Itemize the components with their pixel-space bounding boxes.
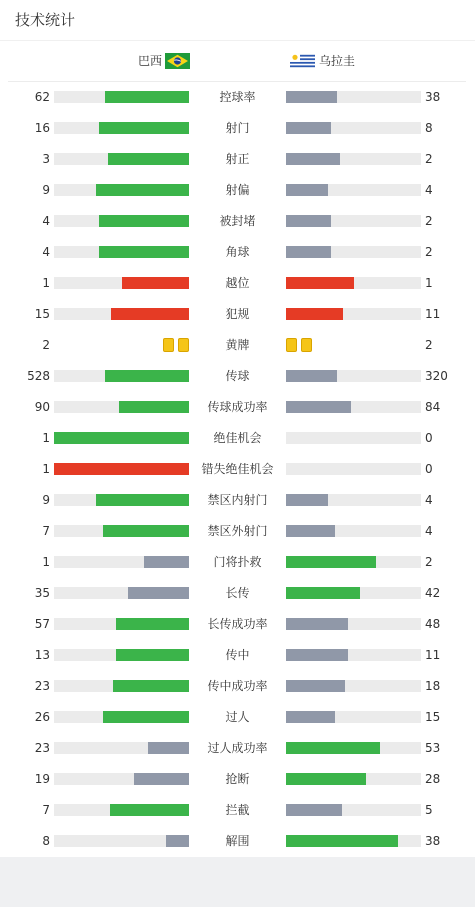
home-bar-track xyxy=(54,804,189,816)
stat-row xyxy=(0,121,475,135)
home-bar-track xyxy=(54,680,189,692)
home-value: 57 xyxy=(34,617,50,631)
home-value: 1 xyxy=(42,431,50,445)
stat-row xyxy=(0,245,475,259)
stat-row xyxy=(0,648,475,662)
stat-row xyxy=(0,462,475,476)
home-bar-track xyxy=(54,618,189,630)
stat-row xyxy=(0,803,475,817)
stat-row xyxy=(0,586,475,600)
away-value: 38 xyxy=(425,834,441,848)
stat-label: 传球成功率 xyxy=(207,400,268,414)
home-bar-fill xyxy=(105,91,189,103)
stat-row xyxy=(0,679,475,693)
home-bar-fill xyxy=(103,525,189,537)
stat-label: 错失绝佳机会 xyxy=(201,462,274,476)
home-bar-fill xyxy=(134,773,189,785)
away-bar-track xyxy=(286,556,421,568)
away-value: 4 xyxy=(425,524,433,538)
away-bar-fill xyxy=(286,525,335,537)
home-bar-fill xyxy=(96,494,189,506)
away-value: 18 xyxy=(425,679,441,693)
yellow-card-icon xyxy=(163,338,174,352)
away-bar-fill xyxy=(286,122,331,134)
stat-label: 传球 xyxy=(225,369,250,383)
home-bar-fill xyxy=(105,370,189,382)
home-bar-track xyxy=(54,556,189,568)
home-bar-fill xyxy=(119,401,189,413)
home-bar-fill xyxy=(113,680,189,692)
away-bar-fill xyxy=(286,835,398,847)
away-bar-fill xyxy=(286,587,360,599)
stat-label: 传中 xyxy=(225,648,250,662)
stat-label: 门将扑救 xyxy=(213,555,262,569)
stat-row xyxy=(0,772,475,786)
away-value: 28 xyxy=(425,772,441,786)
home-value: 9 xyxy=(42,493,50,507)
home-value: 4 xyxy=(42,214,50,228)
stat-label: 长传 xyxy=(225,586,250,600)
home-bar-track xyxy=(54,742,189,754)
away-bar-fill xyxy=(286,370,337,382)
home-value: 13 xyxy=(34,648,50,662)
away-bar-track xyxy=(286,680,421,692)
home-bar-track xyxy=(54,184,189,196)
stat-row xyxy=(0,431,475,445)
home-value: 23 xyxy=(34,741,50,755)
away-value: 0 xyxy=(425,431,433,445)
away-bar-fill xyxy=(286,153,340,165)
away-bar-track xyxy=(286,184,421,196)
stat-label: 被封堵 xyxy=(219,214,256,228)
stat-label: 黄牌 xyxy=(225,338,250,352)
away-value: 0 xyxy=(425,462,433,476)
home-bar-track xyxy=(54,525,189,537)
page-title: 技术统计 xyxy=(15,11,76,29)
away-value: 2 xyxy=(425,152,433,166)
stat-label: 抢断 xyxy=(225,772,250,786)
home-value: 1 xyxy=(42,462,50,476)
away-bar-track xyxy=(286,370,421,382)
home-bar-fill xyxy=(96,184,189,196)
home-value: 7 xyxy=(42,803,50,817)
away-bar-fill xyxy=(286,773,366,785)
away-bar-fill xyxy=(286,308,343,320)
home-bar-fill xyxy=(148,742,189,754)
away-bar-track xyxy=(286,711,421,723)
away-value: 8 xyxy=(425,121,433,135)
away-value: 38 xyxy=(425,90,441,104)
stat-label: 过人 xyxy=(225,710,250,724)
home-bar-fill xyxy=(144,556,189,568)
away-bar-track xyxy=(286,122,421,134)
home-bar-fill xyxy=(122,277,190,289)
home-bar-track xyxy=(54,463,189,475)
away-bar-fill xyxy=(286,742,380,754)
home-bar-track xyxy=(54,773,189,785)
home-bar-track xyxy=(54,587,189,599)
away-value: 4 xyxy=(425,183,433,197)
away-value: 2 xyxy=(425,245,433,259)
stat-label: 射门 xyxy=(225,121,250,135)
home-value: 19 xyxy=(34,772,50,786)
away-value: 11 xyxy=(425,648,441,662)
stat-label: 射偏 xyxy=(225,183,250,197)
away-yellow-cards xyxy=(286,338,312,352)
home-team xyxy=(138,52,190,70)
home-bar-track xyxy=(54,122,189,134)
title-divider xyxy=(0,40,475,41)
stat-label: 过人成功率 xyxy=(207,741,268,755)
away-bar-track xyxy=(286,494,421,506)
home-bar-track xyxy=(54,277,189,289)
away-bar-track xyxy=(286,91,421,103)
home-bar-fill xyxy=(99,246,189,258)
yellow-card-icon xyxy=(178,338,189,352)
away-value: 2 xyxy=(425,214,433,228)
home-value: 3 xyxy=(42,152,50,166)
away-value: 48 xyxy=(425,617,441,631)
stat-label: 射正 xyxy=(225,152,250,166)
home-bar-track xyxy=(54,835,189,847)
home-bar-track xyxy=(54,215,189,227)
stat-label: 拦截 xyxy=(225,803,250,817)
away-bar-track xyxy=(286,525,421,537)
home-value: 7 xyxy=(42,524,50,538)
home-value: 8 xyxy=(42,834,50,848)
home-value: 15 xyxy=(34,307,50,321)
away-value: 11 xyxy=(425,307,441,321)
brazil-flag-icon xyxy=(165,53,190,69)
home-bar-track xyxy=(54,370,189,382)
home-bar-track xyxy=(54,401,189,413)
away-value: 84 xyxy=(425,400,441,414)
away-bar-track xyxy=(286,246,421,258)
away-bar-fill xyxy=(286,215,331,227)
stat-row xyxy=(0,276,475,290)
stat-label: 角球 xyxy=(225,245,250,259)
away-bar-track xyxy=(286,463,421,475)
stat-row xyxy=(0,493,475,507)
away-value: 2 xyxy=(425,555,433,569)
stat-row xyxy=(0,617,475,631)
home-value: 9 xyxy=(42,183,50,197)
home-yellow-cards xyxy=(163,338,189,352)
stat-label: 解围 xyxy=(225,834,250,848)
home-bar-fill xyxy=(110,804,189,816)
header-divider xyxy=(8,81,466,82)
home-bar-fill xyxy=(99,122,189,134)
away-value: 42 xyxy=(425,586,441,600)
away-bar-track xyxy=(286,773,421,785)
home-bar-fill xyxy=(166,835,189,847)
home-bar-fill xyxy=(116,649,189,661)
away-bar-fill xyxy=(286,711,335,723)
away-bar-fill xyxy=(286,401,351,413)
stat-row xyxy=(0,90,475,104)
stat-label: 绝佳机会 xyxy=(213,431,262,445)
away-bar-fill xyxy=(286,91,337,103)
home-bar-track xyxy=(54,153,189,165)
away-bar-fill xyxy=(286,184,328,196)
away-bar-fill xyxy=(286,246,331,258)
stat-label: 犯规 xyxy=(225,307,250,321)
away-bar-fill xyxy=(286,556,376,568)
away-bar-track xyxy=(286,835,421,847)
away-bar-fill xyxy=(286,618,348,630)
home-bar-fill xyxy=(54,432,189,444)
stat-row xyxy=(0,152,475,166)
home-bar-track xyxy=(54,649,189,661)
home-bar-fill xyxy=(54,463,189,475)
away-bar-fill xyxy=(286,277,354,289)
home-bar-fill xyxy=(108,153,189,165)
home-bar-fill xyxy=(116,618,189,630)
away-bar-track xyxy=(286,277,421,289)
home-bar-track xyxy=(54,308,189,320)
home-bar-fill xyxy=(103,711,189,723)
stat-label: 传中成功率 xyxy=(207,679,268,693)
stat-row xyxy=(0,338,475,352)
stat-row xyxy=(0,555,475,569)
stat-label: 越位 xyxy=(225,276,250,290)
stat-label: 禁区外射门 xyxy=(207,524,268,538)
stat-row xyxy=(0,369,475,383)
away-value: 53 xyxy=(425,741,441,755)
uruguay-flag-icon xyxy=(290,53,315,69)
home-value: 528 xyxy=(27,369,50,383)
home-bar-track xyxy=(54,246,189,258)
stat-row xyxy=(0,307,475,321)
home-bar-fill xyxy=(128,587,189,599)
home-value: 26 xyxy=(34,710,50,724)
stat-label: 禁区内射门 xyxy=(207,493,268,507)
home-value: 16 xyxy=(34,121,50,135)
away-value: 1 xyxy=(425,276,433,290)
yellow-card-icon xyxy=(301,338,312,352)
home-bar-track xyxy=(54,494,189,506)
away-bar-fill xyxy=(286,680,345,692)
stat-row xyxy=(0,741,475,755)
stat-row xyxy=(0,183,475,197)
away-bar-track xyxy=(286,215,421,227)
away-bar-fill xyxy=(286,494,328,506)
yellow-card-icon xyxy=(286,338,297,352)
stat-label: 控球率 xyxy=(219,90,256,104)
away-value: 15 xyxy=(425,710,441,724)
stat-row xyxy=(0,710,475,724)
stat-row xyxy=(0,524,475,538)
away-value: 5 xyxy=(425,803,433,817)
stat-row xyxy=(0,834,475,848)
home-value: 90 xyxy=(34,400,50,414)
away-bar-track xyxy=(286,618,421,630)
home-bar-track xyxy=(54,91,189,103)
away-bar-fill xyxy=(286,804,342,816)
stat-label: 长传成功率 xyxy=(207,617,268,631)
away-bar-fill xyxy=(286,649,348,661)
away-bar-track xyxy=(286,587,421,599)
away-bar-track xyxy=(286,308,421,320)
away-team-name: 乌拉圭 xyxy=(319,54,356,68)
away-team xyxy=(290,52,355,70)
home-bar-fill xyxy=(99,215,189,227)
home-value: 2 xyxy=(42,338,50,352)
home-value: 1 xyxy=(42,555,50,569)
away-value: 4 xyxy=(425,493,433,507)
away-bar-track xyxy=(286,401,421,413)
away-bar-track xyxy=(286,804,421,816)
home-bar-track xyxy=(54,432,189,444)
home-value: 35 xyxy=(34,586,50,600)
away-bar-track xyxy=(286,742,421,754)
stat-row xyxy=(0,400,475,414)
stat-row xyxy=(0,214,475,228)
away-value: 2 xyxy=(425,338,433,352)
home-value: 23 xyxy=(34,679,50,693)
home-bar-track xyxy=(54,711,189,723)
away-value: 320 xyxy=(425,369,448,383)
home-value: 1 xyxy=(42,276,50,290)
away-bar-track xyxy=(286,153,421,165)
home-value: 4 xyxy=(42,245,50,259)
home-value: 62 xyxy=(34,90,50,104)
home-bar-fill xyxy=(111,308,189,320)
away-bar-track xyxy=(286,649,421,661)
away-bar-track xyxy=(286,432,421,444)
home-team-name: 巴西 xyxy=(137,54,162,68)
